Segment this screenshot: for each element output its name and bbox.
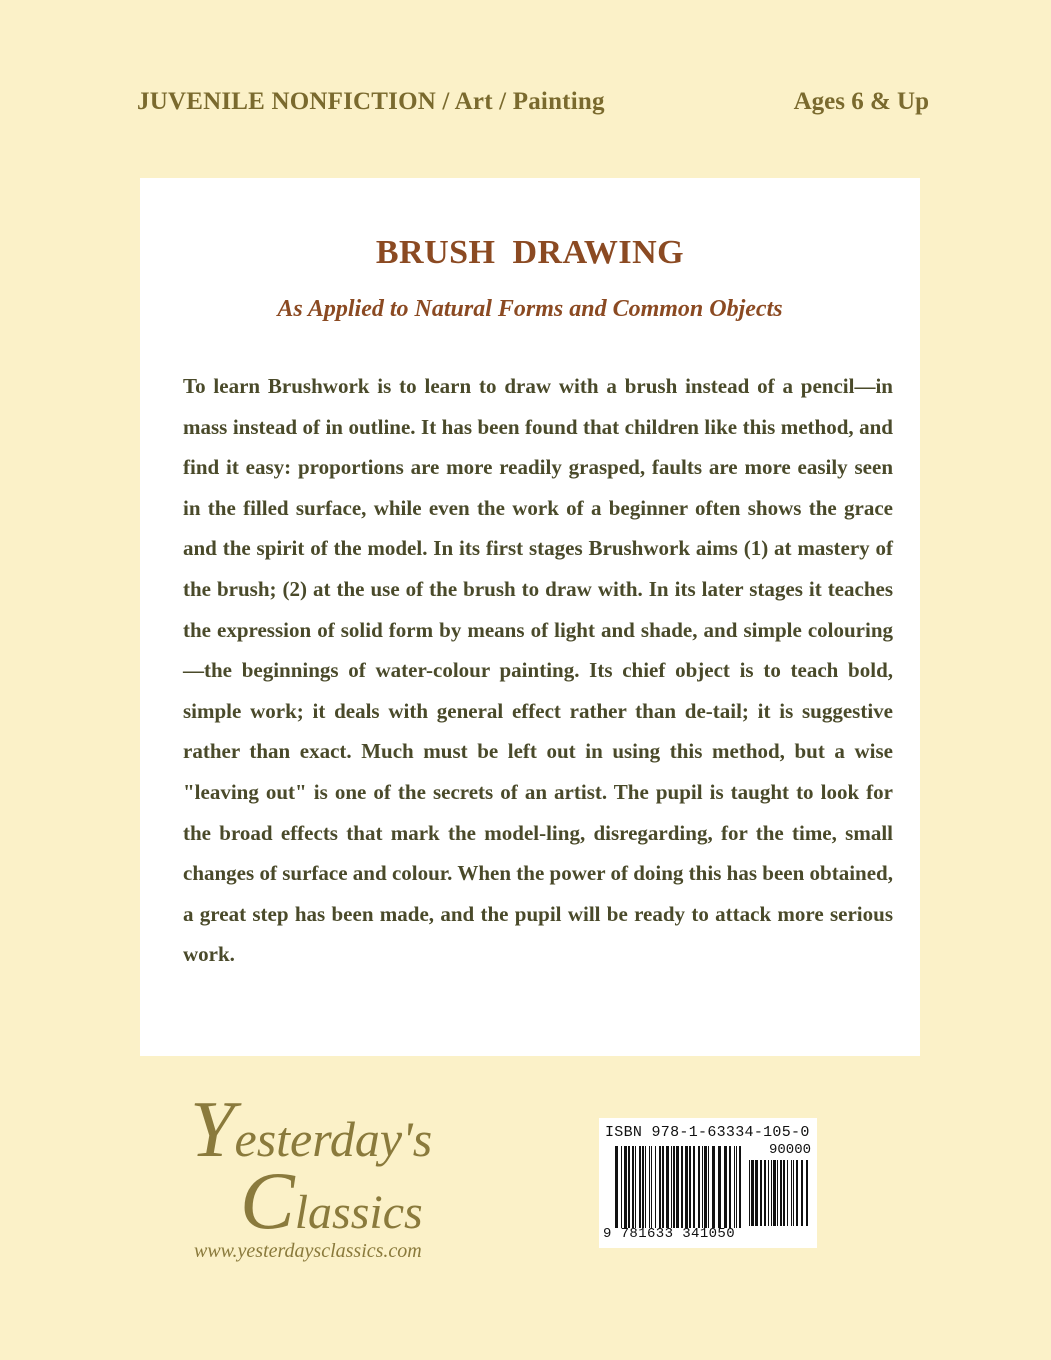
description-panel [140, 178, 920, 1056]
barcode-bar [768, 1160, 769, 1226]
barcode-bar [783, 1160, 785, 1226]
publisher-logo [190, 1086, 480, 1280]
book-subtitle: As Applied to Natural Forms and Common Objects [277, 296, 783, 322]
barcode-bar [673, 1146, 675, 1228]
barcode-bar [773, 1160, 776, 1226]
barcode-bar [681, 1146, 683, 1228]
barcode-bar [780, 1160, 782, 1226]
publisher-url: www.yesterdaysclassics.com [194, 1240, 422, 1262]
barcode-bar [729, 1146, 731, 1228]
barcode-bar [787, 1160, 788, 1226]
barcode-bar [796, 1160, 798, 1226]
barcode-bar [632, 1146, 634, 1228]
isbn-barcode [599, 1118, 817, 1248]
barcode-bar [635, 1146, 636, 1228]
barcode-bar [751, 1160, 754, 1226]
barcode-bar [708, 1146, 709, 1228]
barcode-bar [791, 1160, 792, 1226]
barcode-bar [662, 1146, 664, 1228]
barcode-bar [793, 1160, 794, 1226]
barcode-bars-main [615, 1146, 741, 1228]
barcode-bar [806, 1160, 808, 1226]
barcode-bar [621, 1146, 622, 1228]
barcode-number: 9 781633 341050 [603, 1226, 736, 1242]
barcode-bar [639, 1146, 641, 1228]
barcode-bar [655, 1146, 656, 1228]
barcode-bar [615, 1146, 618, 1228]
barcode-bar [760, 1160, 762, 1226]
barcode-bar [704, 1146, 707, 1228]
barcode-bar [676, 1146, 679, 1228]
barcode-bar [624, 1146, 627, 1228]
category-label: JUVENILE NONFICTION / Art / Painting [137, 88, 605, 115]
barcode-bar [724, 1146, 727, 1228]
barcode-bar [739, 1146, 741, 1228]
barcode-bar [651, 1146, 652, 1228]
barcode-bar [736, 1146, 737, 1228]
barcode-bar [671, 1146, 672, 1228]
barcode-bar [649, 1146, 650, 1228]
barcode-bar [628, 1146, 630, 1228]
barcode-bar [771, 1160, 772, 1226]
age-label: Ages 6 & Up [793, 88, 929, 115]
barcode-bar [659, 1146, 661, 1228]
barcode-bar [801, 1160, 803, 1226]
isbn-text: ISBN 978-1-63334-105-0 [605, 1124, 810, 1141]
barcode-bar [702, 1146, 703, 1228]
barcode-bar [642, 1146, 644, 1228]
price-code: 90000 [768, 1142, 811, 1158]
barcode-bar [689, 1146, 691, 1228]
barcode-bar [777, 1160, 778, 1226]
barcode-bar [666, 1146, 669, 1228]
barcode-bar [755, 1160, 758, 1226]
barcode-bar [749, 1160, 750, 1226]
book-title: BRUSH DRAWING [375, 234, 685, 271]
barcode-bar [734, 1146, 735, 1228]
barcode-bar [764, 1160, 766, 1226]
barcode-bar [693, 1146, 695, 1228]
book-description: To learn Brushwork is to learn to draw with a brush instead of a pencil—in mass instead of in outline. It has been found that children like this method, and find it easy: proportions are more readily grasped, faults are more easily seen in the filled surface, while even the work of a beginner often shows the grace and the spirit of the model. In its first stages Brushwork aims (1) at mastery of the brush; (2) at the use of the brush to draw with. In its later stages it teaches the expression of solid form by means of light and shade, and simple colouring—the beginnings of water-colour painting. Its chief object is to teach bold, simple work; it deals with general effect rather than de-tail; it is suggestive rather than exact. Much must be left out in using this method, but a wise "leaving out" is one of the secrets of an artist. The pupil is taught to look for the broad effects that mark the model-ling, disregarding, for the time, small changes of surface and colour. When the power of doing this has been obtained, a great step has been made, and the pupil will be ready to attack more serious work. [183, 374, 893, 967]
barcode-bar [698, 1146, 700, 1228]
logo-word-yesterdays: Yesterday's [190, 1086, 433, 1174]
barcode-bar [685, 1146, 688, 1228]
logo-word-classics: Classics [240, 1155, 423, 1246]
barcode-bar [712, 1146, 715, 1228]
barcode-bars-addon [749, 1160, 811, 1226]
barcode-bar [645, 1146, 646, 1228]
barcode-bar [718, 1146, 721, 1228]
